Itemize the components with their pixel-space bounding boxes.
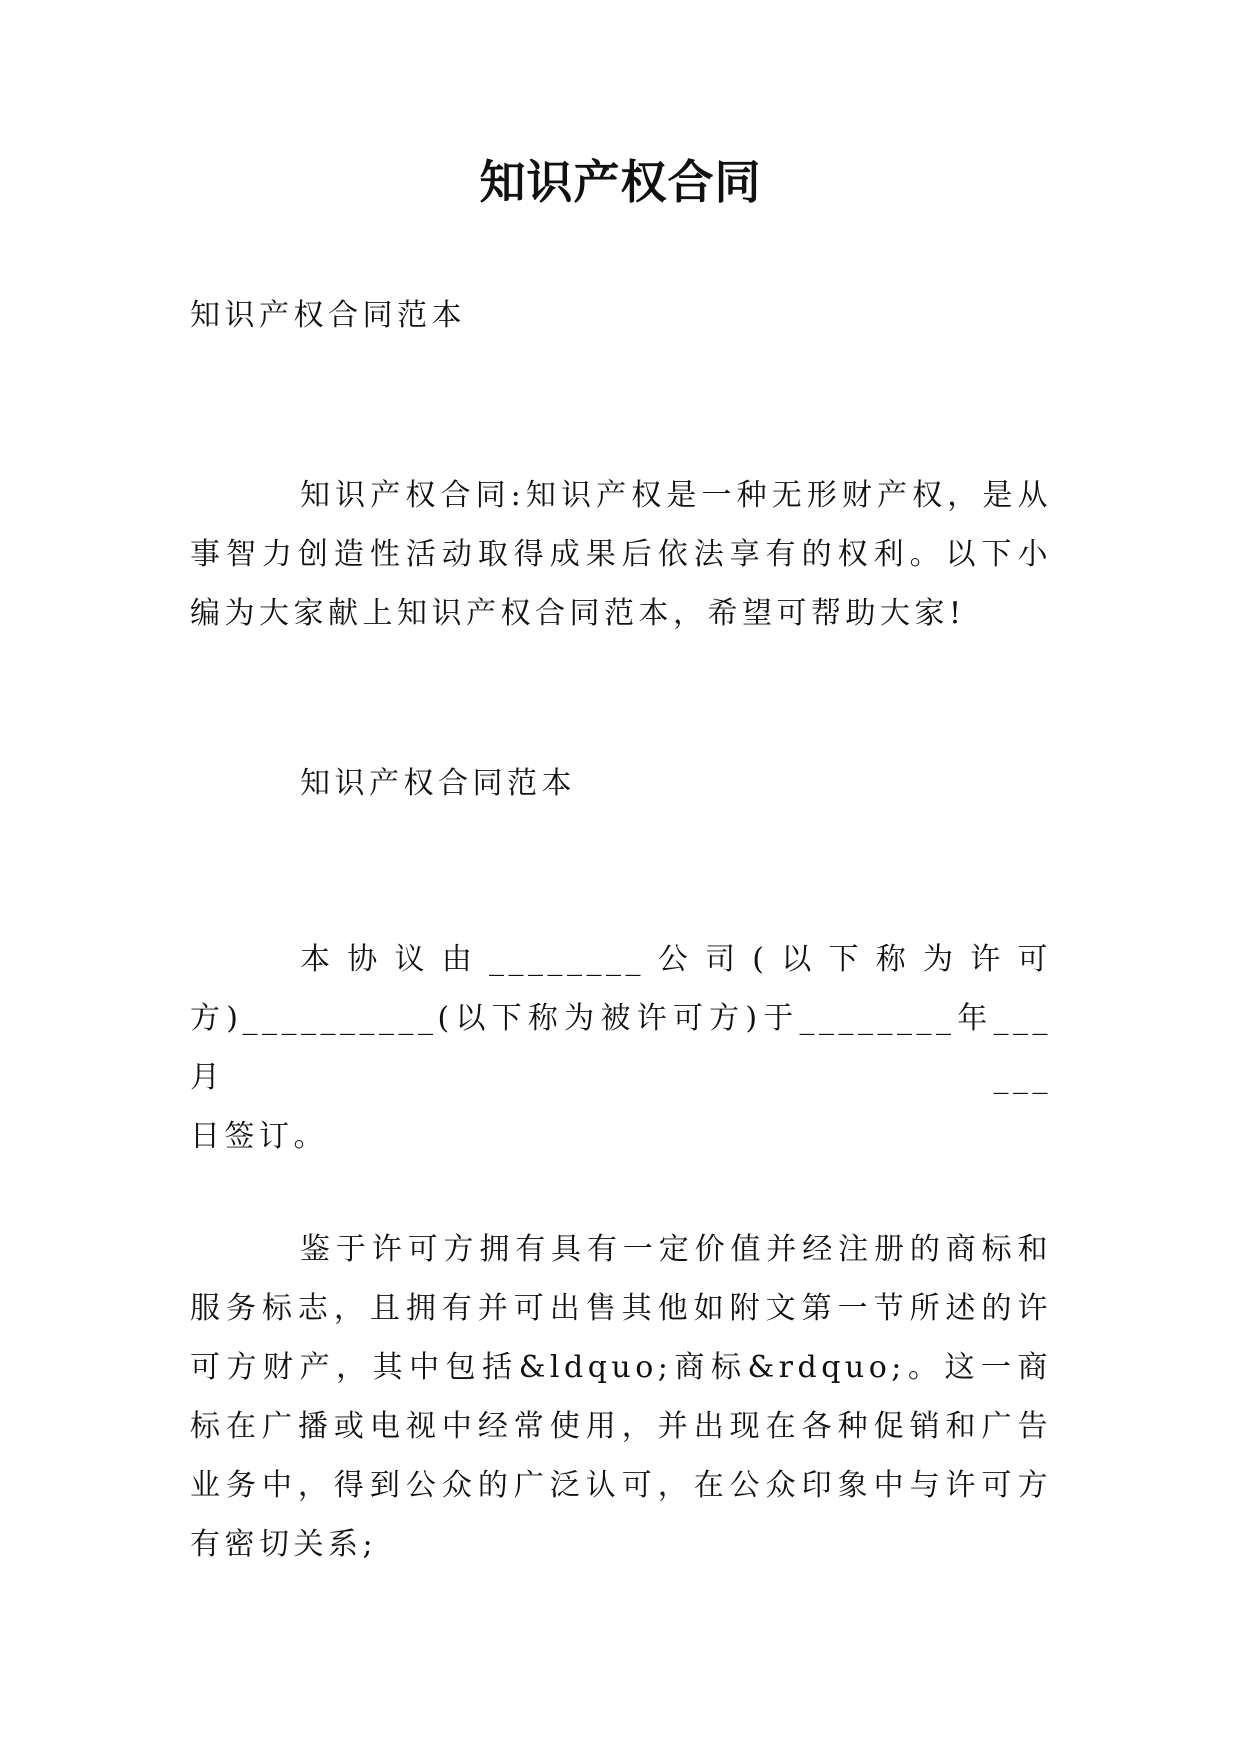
document-subtitle: 知识产权合同范本 (190, 298, 466, 333)
agreement-paragraph (190, 930, 1052, 1166)
section-heading: 知识产权合同范本 (300, 766, 576, 801)
agreement-line-3: 日签订。 (190, 1119, 328, 1154)
recital-paragraph: 鉴于许可方拥有具有一定价值并经注册的商标和服务标志，且拥有并可出售其他如附文第一节所述的许可方财产，其中包括&ldquo;商标&rdquo;。这一商标在广播或电视中经常使用，并出现在各种促销和广告业务中，得到公众的广泛认可，在公众印象中与许可方有密切关系; (190, 1232, 1052, 1562)
agreement-line-2: 方)__________(以下称为被许可方)于________年___月___ (190, 1001, 1052, 1095)
intro-paragraph: 知识产权合同:知识产权是一种无形财产权，是从事智力创造性活动取得成果后依法享有的权利。以下小编为大家献上知识产权合同范本，希望可帮助大家! (190, 478, 1052, 631)
agreement-line-1: 本协议由________公司(以下称为许可 (300, 942, 1052, 977)
document-title: 知识产权合同 (479, 155, 762, 209)
